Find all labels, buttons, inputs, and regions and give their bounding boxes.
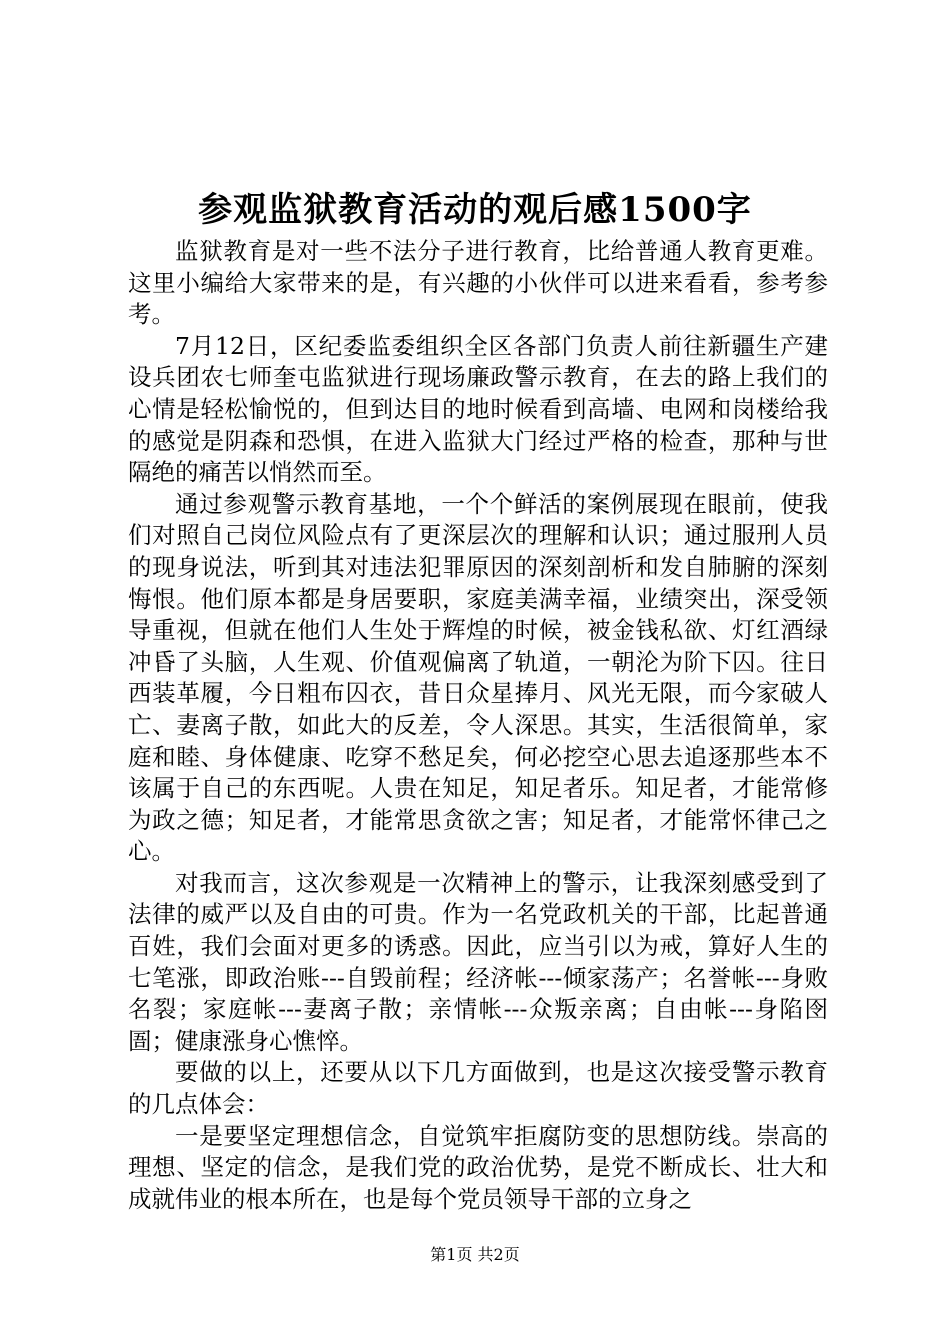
paragraph-summary-intro: 要做的以上，还要从以下几方面做到，也是这次接受警示教育的几点体会： (128, 1058, 828, 1119)
paragraph-intro: 监狱教育是对一些不法分子进行教育，比给普通人教育更难。这里小编给大家带来的是，有兴趣的小伙伴可以进来看看，参考参考。 (128, 237, 828, 329)
paragraph-reflection: 通过参观警示教育基地，一个个鲜活的案例展现在眼前，使我们对照自己岗位风险点有了更深层次的理解和认识；通过服刑人员的现身说法，听到其对违法犯罪原因的深刻剖析和发自肺腑的深刻悔恨。他们原本都是身居要职，家庭美满幸福，业绩突出，深受领导重视，但就在他们人生处于辉煌的时候，被金钱私欲、灯红酒绿冲昏了头脑，人生观、价值观偏离了轨道，一朝沦为阶下囚。往日西装革履，今日粗布囚衣，昔日众星捧月、风光无限，而今家破人亡、妻离子散，如此大的反差，令人深思。其实，生活很简单，家庭和睦、身体健康、吃穿不愁足矣，何必挖空心思去追逐那些本不该属于自己的东西呢。人贵在知足，知足者乐。知足者，才能常修为政之德；知足者，才能常思贪欲之害；知足者，才能常怀律己之心。 (128, 489, 828, 866)
paragraph-warning: 对我而言，这次参观是一次精神上的警示，让我深刻感受到了法律的威严以及自由的可贵。作为一名党政机关的干部，比起普通百姓，我们会面对更多的诱惑。因此，应当引以为戒，算好人生的七笔涨，即政治账---自毁前程；经济帐---倾家荡产；名誉帐---身败名裂；家庭帐---妻离子散；亲情帐---众叛亲离；自由帐---身陷囹圄；健康涨身心憔悴。 (128, 868, 828, 1055)
document-title: 参观监狱教育活动的观后感1500字 (198, 190, 752, 230)
page-footer: 第1页 共2页 (430, 1245, 520, 1264)
paragraph-point-one: 一是要坚定理想信念，自觉筑牢拒腐防变的思想防线。崇高的理想、坚定的信念，是我们党的政治优势，是党不断成长、壮大和成就伟业的根本所在，也是每个党员领导干部的立身之 (128, 1121, 828, 1213)
document-body (128, 236, 828, 1215)
paragraph-visit: 7月12日，区纪委监委组织全区各部门负责人前往新疆生产建设兵团农七师奎屯监狱进行现场廉政警示教育，在去的路上我们的心情是轻松愉悦的，但到达目的地时候看到高墙、电网和岗楼给我的感觉是阴森和恐惧，在进入监狱大门经过严格的检查，那种与世隔绝的痛苦以悄然而至。 (128, 331, 828, 487)
